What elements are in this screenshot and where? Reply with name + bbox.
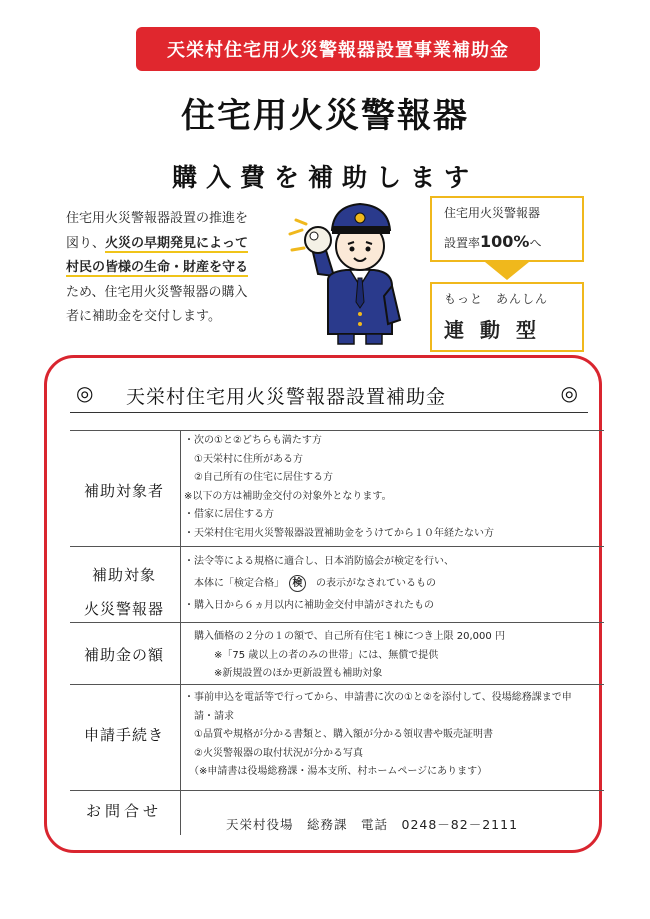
- section-title-text: 天栄村住宅用火災警報器設置補助金: [126, 386, 447, 408]
- row-text: 請・請求: [184, 710, 234, 722]
- row-text: ・法令等による規格に適合し、日本消防協会が検定を行い、: [184, 556, 454, 567]
- callout-fragment: へ: [529, 236, 542, 250]
- table-column-divider: [180, 430, 181, 835]
- callout-percentage: 100%: [480, 232, 530, 251]
- intro-line: 住宅用火災警報器設置の推進を: [66, 211, 249, 226]
- table-divider: [70, 790, 604, 791]
- row-text: ②火災警報器の取付状況が分かる写真: [184, 747, 363, 759]
- row-content-device: [184, 551, 602, 617]
- intro-line: 者に補助金を交付します。: [66, 309, 221, 324]
- row-text: ※「75 歳以上の者のみの世帯」には、無償で提供: [184, 649, 439, 661]
- row-text: ・事前申込を電話等で行ってから、申請書に次の①と②を添付して、役場総務課まで申: [184, 692, 572, 703]
- installation-rate-callout: [430, 196, 584, 262]
- double-circle-icon: ◎: [560, 381, 578, 405]
- page-title: 住宅用火災警報器: [181, 96, 469, 136]
- interconnected-callout: [430, 282, 584, 352]
- row-content-procedure: [184, 689, 602, 782]
- row-text: ※以下の方は補助金交付の対象外となります。: [184, 490, 392, 502]
- row-text: ①天栄村に住所がある方: [184, 453, 303, 465]
- intro-text: [66, 207, 294, 330]
- row-text: ・借家に居住する方: [184, 509, 274, 520]
- row-text: ・天栄村住宅用火災警報器設置補助金をうけてから１０年経たない方: [184, 527, 494, 539]
- intro-line: ため、住宅用火災警報器の購入: [66, 284, 248, 300]
- row-label-procedure: 申請手続き: [83, 726, 164, 744]
- row-label-target: 補助対象者: [83, 482, 164, 500]
- certification-mark-icon: 検: [289, 575, 306, 592]
- intro-line: [66, 256, 294, 281]
- section-divider: [70, 412, 588, 413]
- firefighter-mascot-icon: [288, 196, 418, 346]
- intro-fragment: 図り、: [66, 235, 106, 251]
- intro-emphasis: 村民の皆様の生命・財産を守る: [66, 260, 249, 275]
- row-label-device-1: 補助対象: [91, 566, 156, 584]
- row-label-device-2: 火災警報器: [83, 600, 164, 618]
- page-subtitle: 購入費を補助します: [171, 163, 478, 192]
- row-text: ・次の①と②どちらも満たす方: [184, 435, 322, 446]
- callout-fragment: 設置率: [444, 236, 481, 250]
- row-text: ・購入日から６ヵ月以内に補助金交付申請がされたもの: [184, 600, 434, 611]
- row-text: ※新規設置のほか更新設置も補助対象: [184, 668, 383, 679]
- row-text: （※申請書は役場総務課・湯本支所、村ホームページにあります）: [184, 766, 488, 777]
- intro-line: [66, 232, 294, 257]
- row-label-amount: 補助金の額: [83, 646, 164, 664]
- table-divider: [70, 546, 604, 547]
- section-title: [70, 381, 584, 407]
- row-content-amount: [184, 628, 602, 684]
- table-divider: [70, 622, 604, 623]
- callout-line: もっと あんしん: [444, 292, 549, 306]
- row-label-contact: お問合せ: [85, 802, 162, 820]
- callout-line: [444, 232, 541, 251]
- row-text: ②自己所有の住宅に居住する方: [184, 472, 333, 483]
- row-fragment: の表示がなされているもの: [316, 578, 436, 589]
- down-arrow-icon: [485, 262, 529, 280]
- table-divider: [70, 684, 604, 685]
- row-text: [184, 573, 602, 595]
- row-content-target: [184, 432, 602, 543]
- row-fragment: 本体に「検定合格」: [184, 578, 279, 589]
- header-banner: 天栄村住宅用火災警報器設置事業補助金: [136, 27, 540, 71]
- callout-line: 住宅用火災警報器: [444, 206, 541, 220]
- contact-info: 天栄村役場 総務課 電話 0248－82－2111: [226, 817, 519, 832]
- intro-emphasis: 火災の早期発見によって: [105, 235, 249, 251]
- table-divider: [70, 430, 604, 431]
- callout-heading: 連動型: [444, 318, 552, 342]
- double-circle-icon: ◎: [76, 381, 94, 405]
- row-text: ①品質や規格が分かる書類と、購入額が分かる領収書や販売証明書: [184, 729, 493, 740]
- row-text: 購入価格の２分の１の額で、自己所有住宅１棟につき上限 20,000 円: [184, 631, 505, 642]
